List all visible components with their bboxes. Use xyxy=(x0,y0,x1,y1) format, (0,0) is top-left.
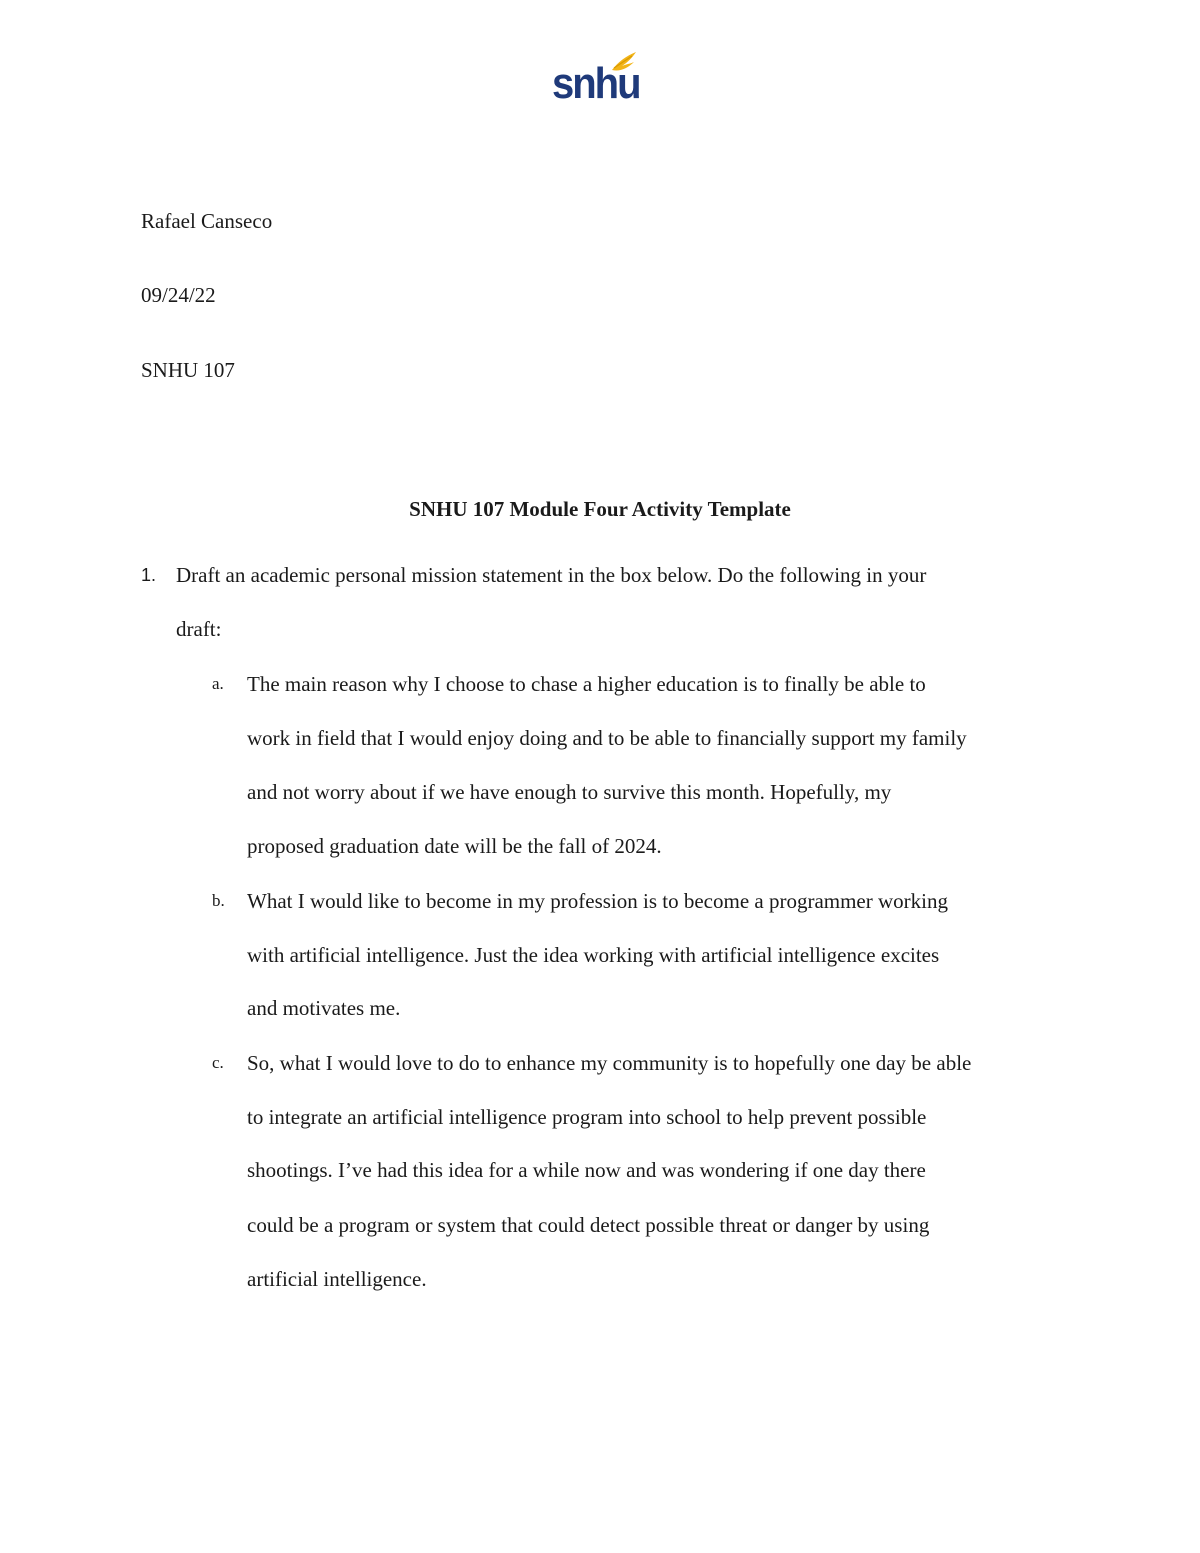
list-item-line: to integrate an artificial intelligence program into school to help prevent possible xyxy=(247,1105,927,1129)
student-name: Rafael Canseco xyxy=(141,209,273,233)
course-code: SNHU 107 xyxy=(141,358,235,382)
logo-wordmark: snhu xyxy=(552,60,640,108)
list-marker-a: a. xyxy=(212,674,224,693)
list-item-line: could be a program or system that could detect possible threat or danger by using xyxy=(247,1213,930,1237)
list-item-line: The main reason why I choose to chase a higher education is to finally be able to xyxy=(247,672,926,696)
list-item-line: proposed graduation date will be the fall of 2024. xyxy=(247,834,662,858)
list-item-line: work in field that I would enjoy doing and to be able to financially support my family xyxy=(247,726,967,750)
submission-date: 09/24/22 xyxy=(141,283,216,307)
snhu-logo xyxy=(552,48,644,112)
question-line: Draft an academic personal mission statement in the box below. Do the following in your xyxy=(176,563,927,587)
list-item-line: shootings. I’ve had this idea for a while now and was wondering if one day there xyxy=(247,1158,926,1182)
list-item-line: So, what I would love to do to enhance my community is to hopefully one day be able xyxy=(247,1051,972,1075)
list-item-line: with artificial intelligence. Just the idea working with artificial intelligence excites xyxy=(247,943,940,967)
list-item-line: What I would like to become in my profession is to become a programmer working xyxy=(247,889,948,913)
list-item-line: and motivates me. xyxy=(247,996,401,1020)
question-number: 1. xyxy=(141,565,157,585)
document-title: SNHU 107 Module Four Activity Template xyxy=(409,497,791,521)
list-marker-c: c. xyxy=(212,1053,224,1072)
list-item-line: and not worry about if we have enough to survive this month. Hopefully, my xyxy=(247,780,892,804)
question-line: draft: xyxy=(176,617,222,641)
list-marker-b: b. xyxy=(212,891,225,910)
list-item-line: artificial intelligence. xyxy=(247,1267,427,1291)
